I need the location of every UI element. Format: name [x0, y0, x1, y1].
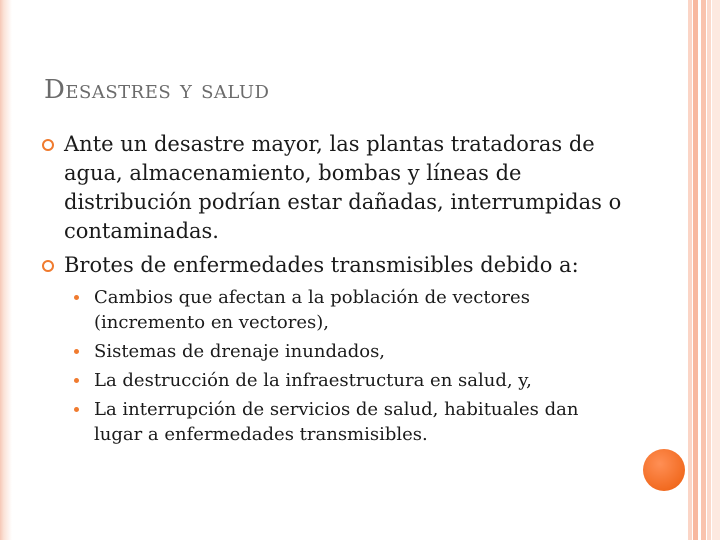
sub-bullet-text: La destrucción de la infraestructura en salud, y,: [94, 370, 532, 391]
sub-bullet-item: [40, 397, 630, 447]
ring-bullet-icon: [42, 260, 54, 272]
bullet-text: Brotes de enfermedades transmisibles debido a:: [64, 253, 579, 277]
sub-bullet-item: [40, 339, 630, 364]
right-stripe: [712, 0, 720, 540]
slide-title: Desastres y salud: [44, 75, 270, 105]
dot-bullet-icon: [74, 407, 79, 412]
right-stripe: [701, 0, 706, 540]
dot-bullet-icon: [74, 295, 79, 300]
bullet-item: [40, 251, 630, 280]
bullet-item: [40, 130, 630, 246]
bullet-text: Ante un desastre mayor, las plantas tratadoras de agua, almacenamiento, bombas y líneas de distribución podrían estar dañadas, interrumpidas o contaminadas.: [64, 132, 622, 243]
dot-bullet-icon: [74, 378, 79, 383]
right-stripe: [688, 0, 692, 540]
right-stripe: [707, 0, 711, 540]
sub-bullet-text: Cambios que afectan a la población de vectores (incremento en vectores),: [94, 287, 530, 333]
right-stripe: [693, 0, 698, 540]
ring-bullet-icon: [42, 139, 54, 151]
sub-bullet-item: [40, 285, 630, 335]
slide-content: [40, 130, 630, 451]
sub-bullet-text: La interrupción de servicios de salud, habituales dan lugar a enfermedades transmisibles.: [94, 399, 579, 445]
orange-circle-decoration: [643, 449, 685, 491]
sub-bullet-item: [40, 368, 630, 393]
dot-bullet-icon: [74, 349, 79, 354]
left-edge-decoration: [0, 0, 12, 540]
sub-bullet-text: Sistemas de drenaje inundados,: [94, 341, 386, 362]
